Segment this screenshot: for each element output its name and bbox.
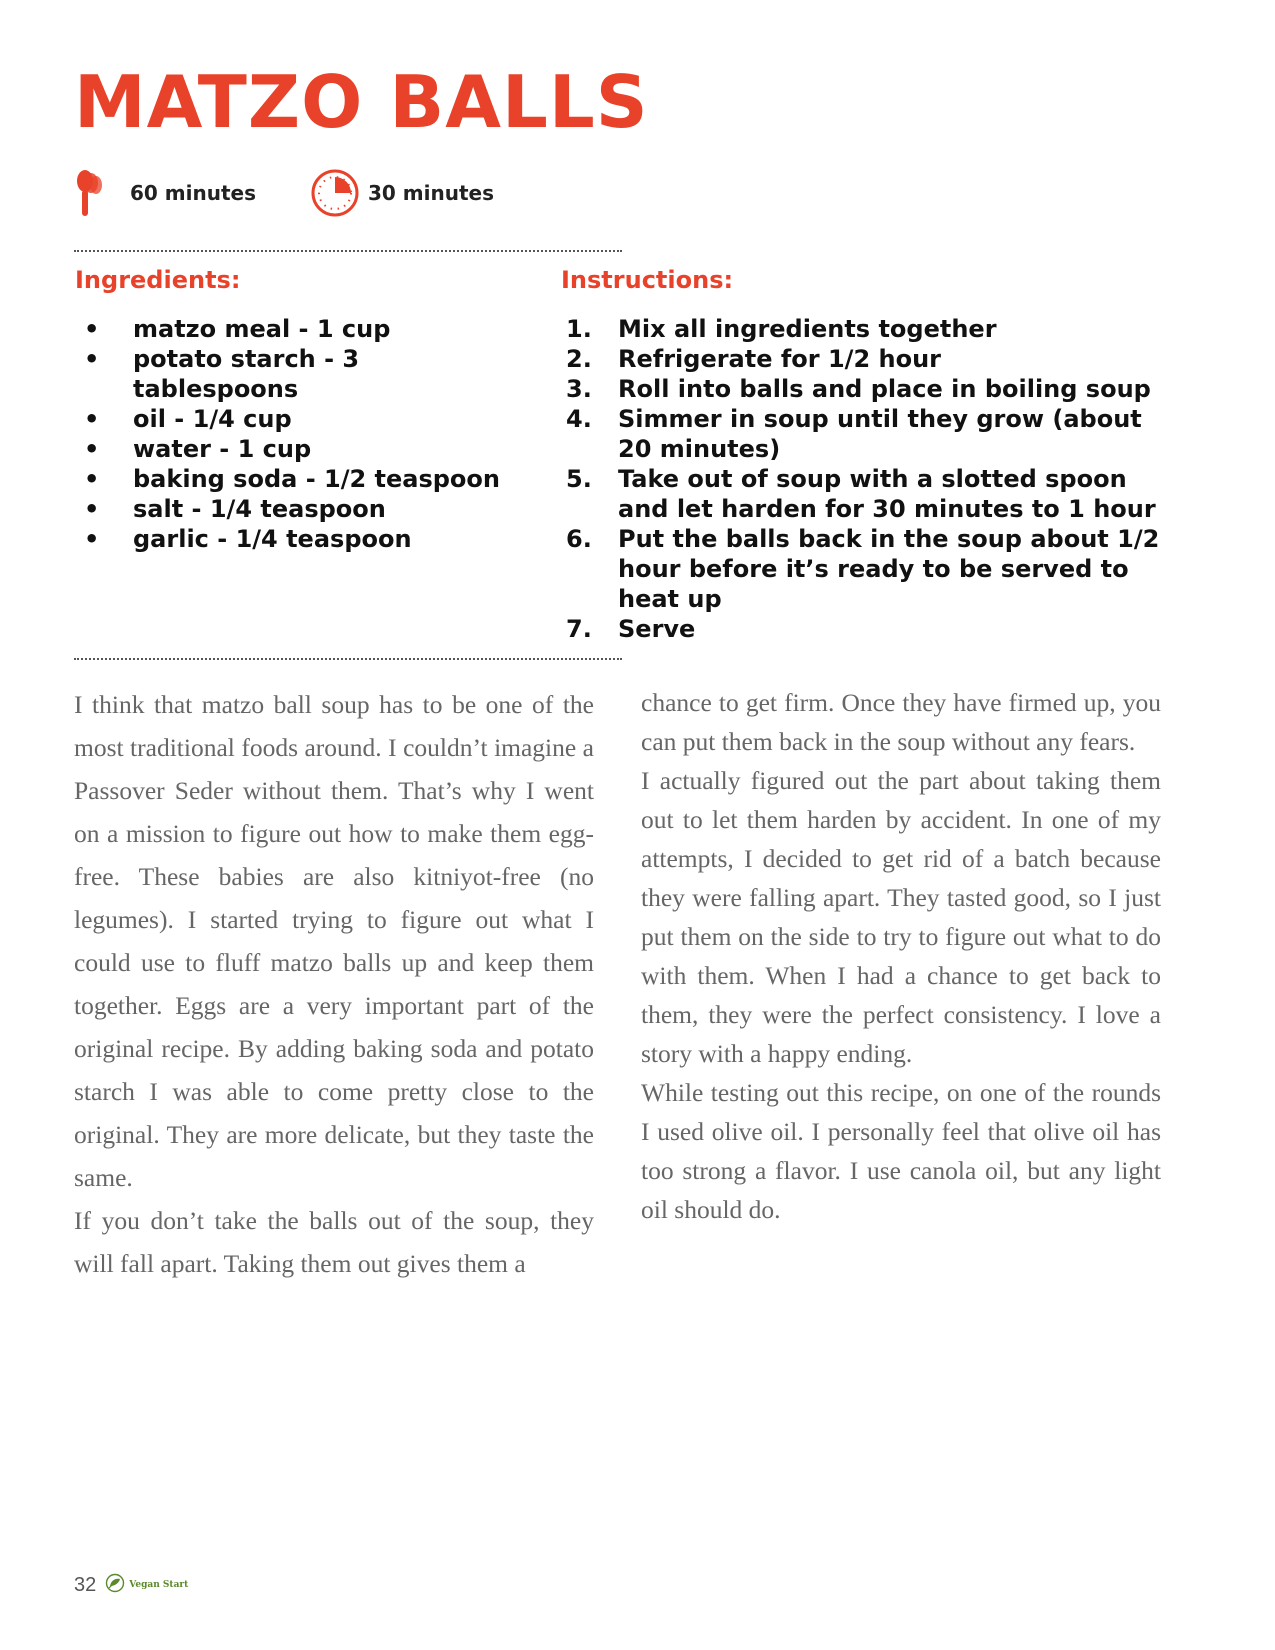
story-paragraph: chance to get firm. Once they have firmed up, you can put them back in the soup without any fears. [641,688,1161,756]
page-number: 32 [74,1573,97,1596]
spoons-icon [72,168,122,218]
instruction-step: 5. Take out of soup with a slotted spoon and let harden for 30 minutes to 1 hour [566,465,1156,523]
story-paragraph: If you don’t take the balls out of the soup, they will fall apart. Taking them out gives them a [74,1206,594,1278]
ingredient-item: • matzo meal - 1 cup [84,315,391,343]
recipe-title: MATZO BALLS [74,60,649,144]
story-column-right [641,683,1161,1229]
instruction-step: 7. Serve [566,615,696,643]
story-column-left [74,683,594,1285]
ingredients-heading: Ingredients: [75,266,241,294]
prep-time-label: 60 minutes [130,181,256,205]
cook-time [310,168,494,218]
story-paragraph: I actually figured out the part about taking them out to let them harden by accident. In one of my attempts, I decided to get rid of a batch because they were falling apart. They tasted good, so I just put them on the side to try to figure out what to do with them. When I had a chance to get back to them, they were the perfect consistency. I love a story with a happy ending. [641,766,1161,1068]
page-footer [74,1570,188,1600]
divider-bottom [74,658,622,660]
logo-text: Vegan Start [129,1580,189,1590]
instruction-step: 3. Roll into balls and place in boiling soup [566,375,1151,403]
ingredients-list [84,314,504,554]
ingredient-item: • potato starch - 3 tablespoons [84,345,360,403]
prep-time [72,168,256,218]
instructions-heading: Instructions: [561,266,734,294]
instructions-list [566,314,1166,644]
divider-top [74,250,622,252]
story-paragraph: I think that matzo ball soup has to be one of the most traditional foods around. I couldn’t imagine a Passover Seder without them. That’s why I went on a mission to figure out how to make them egg-free. These babies are also kitniyot-free (no legumes). I started trying to figure out what I could use to fluff matzo balls up and keep them together. Eggs are a very important part of the original recipe. By adding baking soda and potato starch I was able to come pretty close to the original. They are more delicate, but they taste the same. [74,690,594,1192]
story-paragraph: While testing out this recipe, on one of the rounds I used olive oil. I personally feel that olive oil has too strong a flavor. I use canola oil, but any light oil should do. [641,1078,1161,1224]
ingredient-item: • water - 1 cup [84,435,312,463]
ingredient-item: • baking soda - 1/2 teaspoon [84,465,500,493]
instruction-step: 2. Refrigerate for 1/2 hour [566,345,941,373]
instruction-step: 1. Mix all ingredients together [566,315,997,343]
leaf-logo-icon [104,1573,126,1598]
cook-time-label: 30 minutes [368,181,494,205]
ingredient-item: • oil - 1/4 cup [84,405,292,433]
brand-logo [104,1573,188,1598]
ingredient-item: • garlic - 1/4 teaspoon [84,525,412,553]
timer-icon [310,168,360,218]
ingredient-item: • salt - 1/4 teaspoon [84,495,386,523]
instruction-step: 4. Simmer in soup until they grow (about 20 minutes) [566,405,1142,463]
instruction-step: 6. Put the balls back in the soup about 1/2 hour before it’s ready to be served to heat up [566,525,1160,613]
